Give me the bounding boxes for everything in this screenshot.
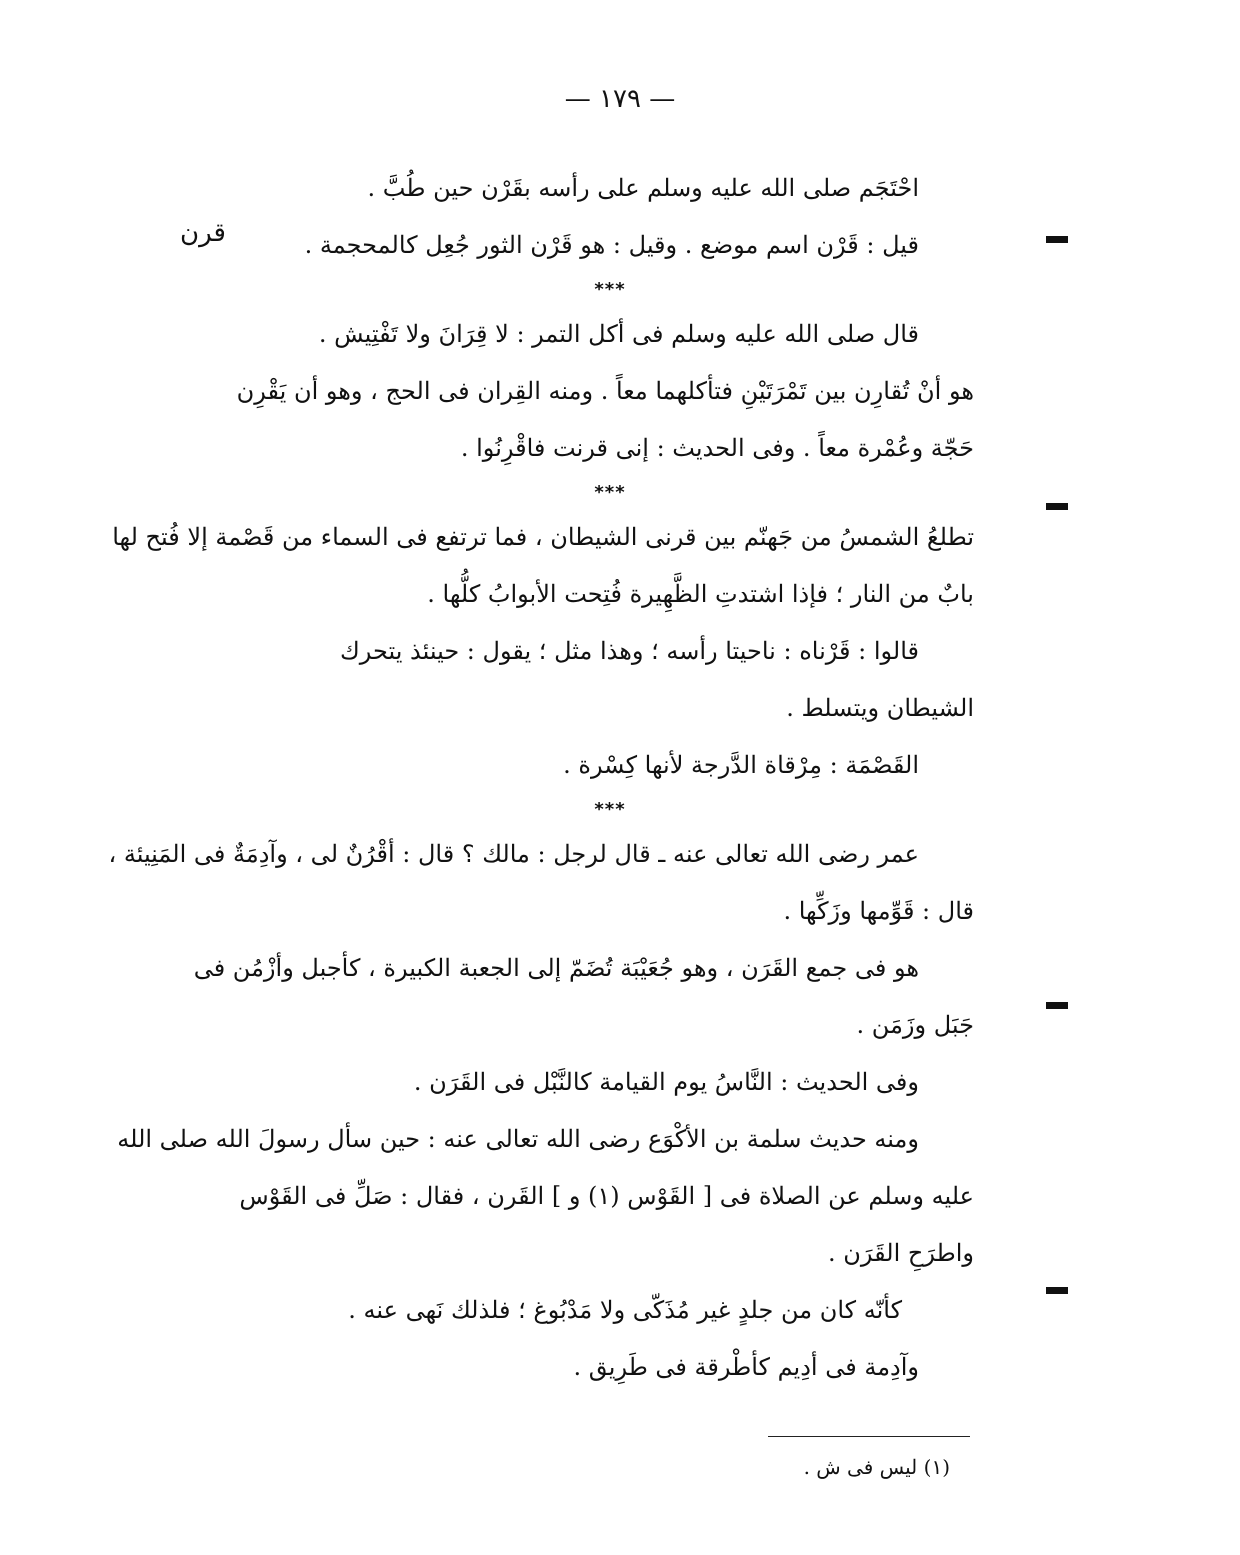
- text-line: ومنه حديث سلمة بن الأكْوَع رضى الله تعالى عنه : حين سأل رسولَ الله صلى الله: [117, 1125, 919, 1153]
- text-line: قال صلى الله عليه وسلم فى أكل التمر : لا قِرَانَ ولا تَفْتِيش .: [318, 320, 919, 348]
- text-line: عمر رضى الله تعالى عنه ـ قال لرجل : مالك ؟ قال : أقْرُنٌ لى ، وآدِمَةٌ فى المَنِيئة ،: [108, 840, 919, 868]
- text-line: جَبَل وزَمَن .: [856, 1011, 974, 1039]
- edge-mark: [1046, 1002, 1068, 1009]
- text-line: عليه وسلم عن الصلاة فى [ القَوْس (١) و ] القَرن ، فقال : صَلِّ فى القَوْس: [239, 1182, 974, 1210]
- margin-keyword: قرن: [180, 218, 226, 248]
- main-text: [108, 160, 974, 1396]
- text-line: القَصْمَة : مِرْقاة الدَّرجة لأنها كِسْرة .: [563, 751, 919, 779]
- text-line: حَجّة وعُمْرة معاً . وفى الحديث : إنى قرنت فاقْرِنُوا .: [460, 434, 974, 462]
- text-line: واطرَحِ القَرَن .: [828, 1239, 974, 1267]
- edge-mark: [1046, 503, 1068, 510]
- text-line: وآدِمة فى أدِيم كأطْرقة فى طَرِيق .: [573, 1353, 919, 1381]
- text-line: الشيطان ويتسلط .: [786, 694, 974, 722]
- section-separator: ***: [594, 799, 626, 820]
- text-line: قيل : قَرْن اسم موضع . وقيل : هو قَرْن الثور جُعِل كالمحجمة .: [304, 231, 919, 259]
- text-line: احْتَجَم صلى الله عليه وسلم على رأسه بقَرْن حين طُبَّ .: [367, 174, 919, 202]
- text-line: كأنّه كان من جلدٍ غير مُذَكّى ولا مَدْبُوغ ؛ فلذلك نَهى عنه .: [348, 1296, 902, 1324]
- text-line: تطلعُ الشمسُ من جَهنّم بين قرنى الشيطان ، فما ترتفع فى السماء من قَصْمة إلا فُتح لها: [112, 523, 974, 551]
- text-line: هو فى جمع القَرَن ، وهو جُعَيْبَة تُضَمّ إلى الجعبة الكبيرة ، كأجبل وأزْمُن فى: [193, 954, 919, 982]
- footnote: (١) ليس فى ش .: [803, 1455, 950, 1479]
- text-line: قال : قَوِّمها وزَكِّها .: [783, 897, 974, 925]
- edge-mark: [1046, 236, 1068, 243]
- text-line: وفى الحديث : النَّاسُ يوم القيامة كالنَّبْل فى القَرَن .: [413, 1068, 919, 1096]
- section-separator: ***: [594, 279, 626, 300]
- footnote-rule: [768, 1436, 970, 1437]
- edge-mark: [1046, 1287, 1068, 1294]
- text-line: هو أنْ تُقارِن بين تَمْرَتَيْنِ فتأكلهما معاً . ومنه القِران فى الحج ، وهو أن يَقْرِن: [236, 377, 974, 405]
- page-number: — ١٧٩ —: [564, 84, 676, 114]
- section-separator: ***: [594, 482, 626, 503]
- text-line: بابٌ من النار ؛ فإذا اشتدتِ الظَّهِيرة فُتِحت الأبوابُ كلُّها .: [427, 580, 974, 608]
- text-line: قالوا : قَرْناه : ناحيتا رأسه ؛ وهذا مثل ؛ يقول : حينئذ يتحرك: [339, 637, 919, 665]
